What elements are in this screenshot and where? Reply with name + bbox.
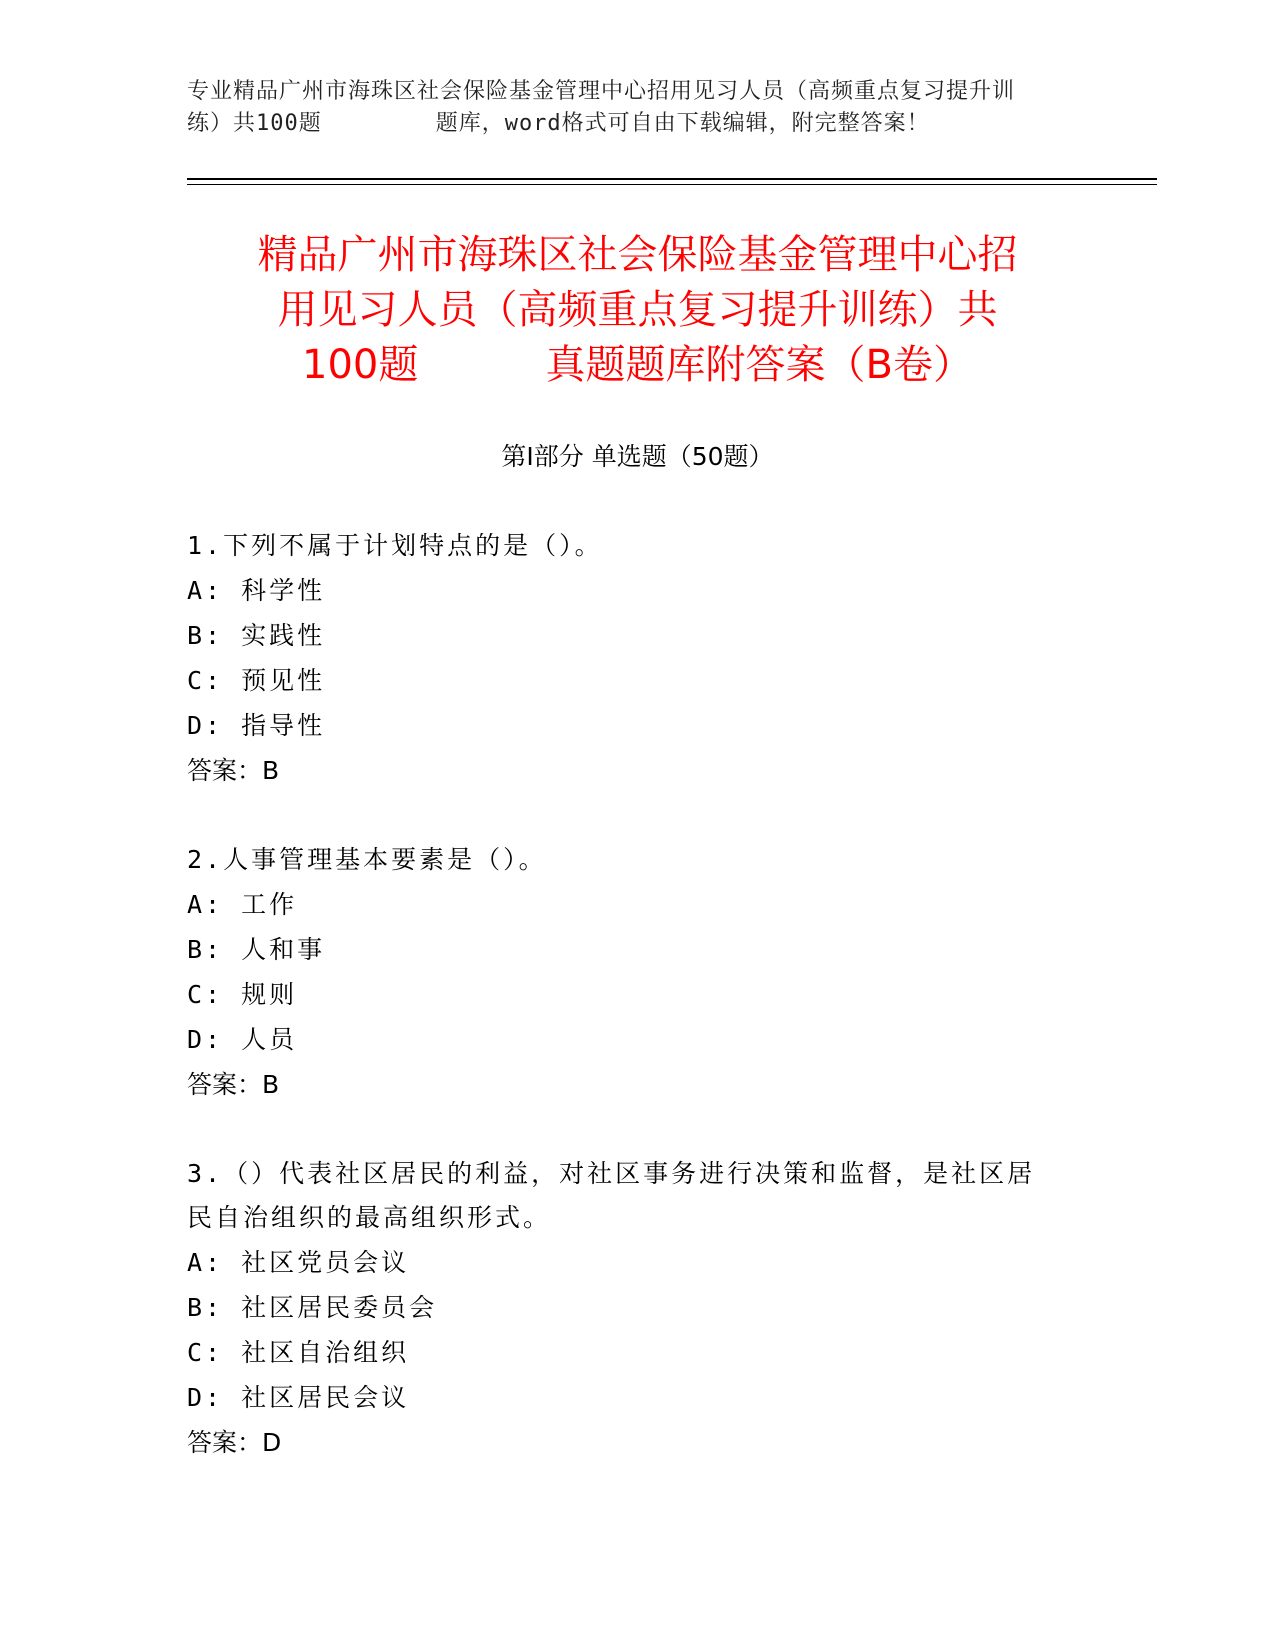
option-a: A: 工作 xyxy=(187,890,298,919)
answer-line: 答案：D xyxy=(187,1428,282,1457)
option-b: B: 实践性 xyxy=(187,621,326,650)
answer-line: 答案：B xyxy=(187,756,280,785)
option-d: D: 社区居民会议 xyxy=(187,1383,410,1412)
header-line-1: 专业精品广州市海珠区社会保险基金管理中心招用见习人员（高频重点复习提升训 xyxy=(187,79,1016,104)
question-stem-line-1: 3.（）代表社区居民的利益，对社区事务进行决策和监督，是社区居 xyxy=(187,1159,1036,1188)
title-line-3: 100题 真题题库附答案（B卷） xyxy=(302,342,973,388)
question-stem: 1.下列不属于计划特点的是（）。 xyxy=(187,531,603,560)
document-header xyxy=(187,76,1087,140)
option-d: D: 人员 xyxy=(187,1025,298,1054)
document-title xyxy=(150,228,1125,393)
option-b: B: 社区居民委员会 xyxy=(187,1293,438,1322)
header-rule-thick xyxy=(187,178,1157,180)
question-1 xyxy=(187,524,1087,793)
title-line-1: 精品广州市海珠区社会保险基金管理中心招 xyxy=(257,232,1018,278)
option-c: C: 规则 xyxy=(187,980,298,1009)
header-rule-thin xyxy=(187,184,1157,185)
option-d: D: 指导性 xyxy=(187,711,326,740)
option-a: A: 社区党员会议 xyxy=(187,1248,410,1277)
title-line-2: 用见习人员（高频重点复习提升训练）共 xyxy=(277,287,998,333)
answer-line: 答案：B xyxy=(187,1070,280,1099)
question-2 xyxy=(187,838,1087,1107)
option-a: A: 科学性 xyxy=(187,576,326,605)
section-title: 第Ⅰ部分 单选题（50题） xyxy=(501,442,774,471)
question-stem: 2.人事管理基本要素是（）。 xyxy=(187,845,547,874)
option-b: B: 人和事 xyxy=(187,935,326,964)
question-3 xyxy=(187,1152,1087,1465)
option-c: C: 预见性 xyxy=(187,666,326,695)
header-line-2: 练）共100题 题库，word格式可自由下载编辑，附完整答案！ xyxy=(187,111,930,136)
question-stem-line-2: 民自治组织的最高组织形式。 xyxy=(187,1203,552,1232)
option-c: C: 社区自治组织 xyxy=(187,1338,410,1367)
